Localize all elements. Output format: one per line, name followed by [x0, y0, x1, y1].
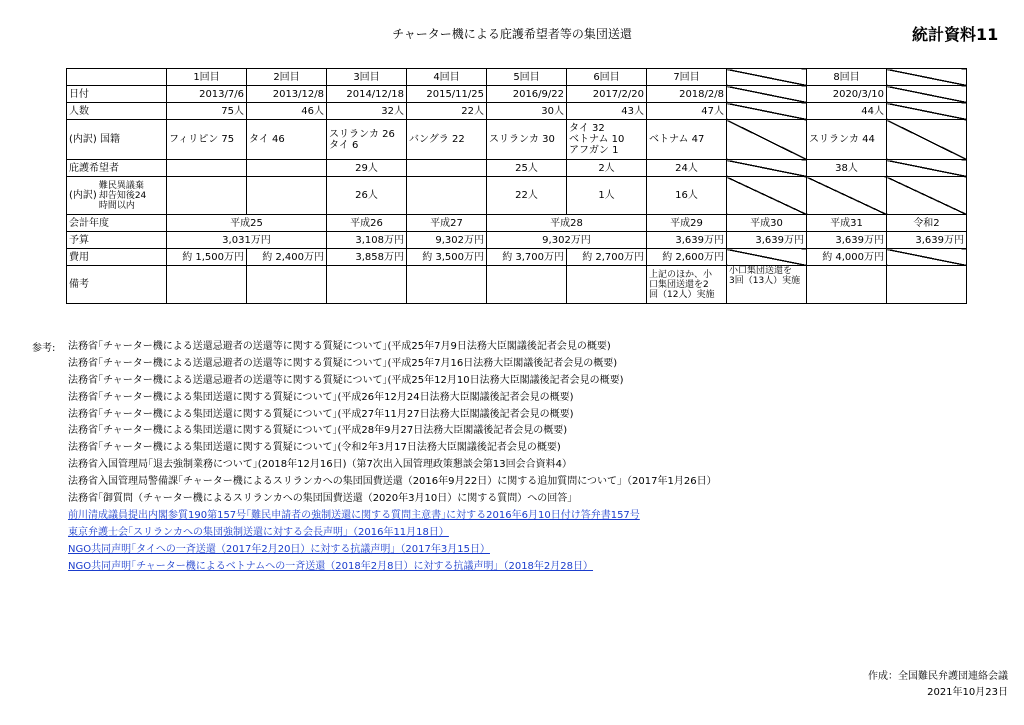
- header-cell: 6回目: [567, 69, 647, 86]
- statistics-badge: 統計資料11: [912, 25, 999, 44]
- rejected-cell: 1人: [567, 177, 647, 215]
- author-line: 作成：全国難民弁護団連絡会議: [868, 671, 1008, 682]
- date-cell: 2017/2/20: [567, 86, 647, 103]
- fiscal-year-cell: 平成26: [327, 215, 407, 232]
- header-cell: 7回目: [647, 69, 727, 86]
- fiscal-year-cell: 平成29: [647, 215, 727, 232]
- cost-cell: 約 2,600万円: [647, 249, 727, 266]
- row-label-notes: 備考: [67, 266, 167, 304]
- reference-item: 法務省入国管理局警備課｢チャーター機によるスリランカへの集団国費送還（2016年9月22日）に関する追加質問について｣（2017年1月26日）: [68, 476, 717, 488]
- notes-cell: [567, 266, 647, 304]
- asylum-cell: [167, 160, 247, 177]
- deportation-table: [66, 68, 967, 304]
- asylum-cell: 38人: [807, 160, 887, 177]
- reference-item: 法務省｢チャーター機による送還忌避者の送還等に関する質疑について｣(平成25年7月9日法務大臣閣議後記者会見の概要): [68, 341, 611, 352]
- header-cell: 1回目: [167, 69, 247, 86]
- budget-cell: 3,639万円: [727, 232, 807, 249]
- row-label-date: 日付: [67, 86, 167, 103]
- rejected-cell: [167, 177, 247, 215]
- budget-cell: 3,639万円: [807, 232, 887, 249]
- budget-cell: 3,639万円: [887, 232, 967, 249]
- header-cell: 2回目: [247, 69, 327, 86]
- date-cell: 2013/12/8: [247, 86, 327, 103]
- cost-cell: 約 1,500万円: [167, 249, 247, 266]
- budget-cell: 3,639万円: [647, 232, 727, 249]
- reference-item: 法務省｢チャーター機による送還忌避者の送還等に関する質疑について｣(平成25年7月16日法務大臣閣議後記者会見の概要): [68, 357, 618, 369]
- nationality-cell: バングラ 22: [407, 120, 487, 160]
- header-cell: 8回目: [807, 69, 887, 86]
- row-label-asylum: 庇護希望者: [67, 160, 167, 177]
- reference-item: 法務省｢チャーター機による集団送還に関する質疑について｣(平成27年11月27日法務大臣閣議後記者会見の概要): [68, 408, 574, 420]
- count-row: [67, 103, 967, 120]
- notes-cell: [167, 266, 247, 304]
- header-row: [67, 69, 967, 86]
- row-label-count: 人数: [67, 103, 167, 120]
- date-cell: 2016/9/22: [487, 86, 567, 103]
- count-cell: 30人: [487, 103, 567, 120]
- asylum-cell: 29人: [327, 160, 407, 177]
- row-label-cost: 費用: [67, 249, 167, 266]
- notes-cell: [407, 266, 487, 304]
- rejected-cell: 16人: [647, 177, 727, 215]
- reference-item: 法務省｢御質問（チャーター機によるスリランカへの集団国費送還（2020年3月10日）に関する質問）への回答｣: [68, 493, 573, 505]
- cost-cell: 約 2,400万円: [247, 249, 327, 266]
- reference-item: 法務省｢チャーター機による送還忌避者の送還等に関する質疑について｣(平成25年12月10日法務大臣閣議後記者会見の概要): [68, 374, 624, 386]
- count-cell: 43人: [567, 103, 647, 120]
- struck-cell: [727, 160, 807, 177]
- struck-cell: [887, 103, 967, 120]
- header-cell: 3回目: [327, 69, 407, 86]
- struck-cell: [887, 120, 967, 160]
- fiscal-year-cell: 平成31: [807, 215, 887, 232]
- asylum-cell: 2人: [567, 160, 647, 177]
- nationality-cell: スリランカ 26 タイ 6: [327, 120, 407, 160]
- nationality-row: [67, 120, 967, 160]
- header-blank: [67, 69, 167, 86]
- date-cell: 2014/12/18: [327, 86, 407, 103]
- reference-link[interactable]: 前川清成議員提出内閣参質190第157号｢難民申請者の強制送還に関する質問主意書｣に対する2016年6月10日付け答弁書157号: [68, 509, 640, 521]
- struck-cell: [727, 103, 807, 120]
- rejected-cell: 22人: [487, 177, 567, 215]
- row-label-rejected: [67, 177, 167, 215]
- nationality-cell: タイ 32 ベトナム 10 アフガン 1: [567, 120, 647, 160]
- struck-cell: [887, 86, 967, 103]
- cost-cell: 約 3,500万円: [407, 249, 487, 266]
- rejected-cell: 26人: [327, 177, 407, 215]
- nationality-cell: スリランカ 30: [487, 120, 567, 160]
- date-row: [67, 86, 967, 103]
- struck-cell: [727, 177, 807, 215]
- date-cell: 2013/7/6: [167, 86, 247, 103]
- rejected-row: [67, 177, 967, 215]
- budget-row: [67, 232, 967, 249]
- asylum-cell: [247, 160, 327, 177]
- struck-cell: [887, 177, 967, 215]
- nationality-cell: タイ 46: [247, 120, 327, 160]
- asylum-cell: 25人: [487, 160, 567, 177]
- notes-cell: [327, 266, 407, 304]
- rejected-label-detail: 難民異議棄 却告知後24 時間以内: [98, 180, 147, 211]
- reference-link[interactable]: NGO共同声明｢チャーター機によるベトナムへの一斉送還（2018年2月8日）に対する抗議声明｣（2018年2月28日）: [68, 560, 594, 572]
- header-cell: 4回目: [407, 69, 487, 86]
- reference-link[interactable]: 東京弁護士会｢スリランカへの集団強制送還に対する会長声明｣（2016年11月18日）: [68, 526, 449, 538]
- budget-cell: 9,302万円: [407, 232, 487, 249]
- notes-cell: [487, 266, 567, 304]
- count-cell: 75人: [167, 103, 247, 120]
- struck-cell: [887, 160, 967, 177]
- reference-item: 法務省入国管理局｢退去強制業務について｣(2018年12月16日)（第7次出入国管理政策懇談会第13回会合資料4）: [68, 459, 572, 471]
- notes-cell: 小口集団送還を 3回（13人）実施: [727, 266, 807, 304]
- date-cell: 2015/11/25: [407, 86, 487, 103]
- notes-cell: [247, 266, 327, 304]
- struck-cell: [727, 249, 807, 266]
- budget-cell: 3,031万円: [167, 232, 327, 249]
- budget-cell: 9,302万円: [487, 232, 647, 249]
- notes-cell: 上記のほか、小 口集団送還を2 回（12人）実施: [647, 266, 727, 304]
- row-label-nationality: (内訳) 国籍: [67, 120, 167, 160]
- notes-cell: [807, 266, 887, 304]
- asylum-cell: [407, 160, 487, 177]
- struck-cell: [727, 69, 807, 86]
- row-label-fiscal-year: 会計年度: [67, 215, 167, 232]
- count-cell: 47人: [647, 103, 727, 120]
- cost-row: [67, 249, 967, 266]
- rejected-label-prefix: (内訳): [69, 190, 97, 201]
- fiscal-year-cell: 平成30: [727, 215, 807, 232]
- cost-cell: 3,858万円: [327, 249, 407, 266]
- nationality-cell: ベトナム 47: [647, 120, 727, 160]
- cost-cell: 約 2,700万円: [567, 249, 647, 266]
- fiscal-year-row: [67, 215, 967, 232]
- struck-cell: [727, 120, 807, 160]
- reference-item: 法務省｢チャーター機による集団送還に関する質疑について｣(平成26年12月24日法務大臣閣議後記者会見の概要): [68, 391, 574, 403]
- notes-cell: [887, 266, 967, 304]
- budget-cell: 3,108万円: [327, 232, 407, 249]
- date-cell: 2020/3/10: [807, 86, 887, 103]
- references-label: 参考:: [32, 343, 56, 354]
- nationality-cell: フィリピン 75: [167, 120, 247, 160]
- fiscal-year-cell: 平成27: [407, 215, 487, 232]
- struck-cell: [727, 86, 807, 103]
- count-cell: 46人: [247, 103, 327, 120]
- reference-link[interactable]: NGO共同声明｢タイへの一斉送還（2017年2月20日）に対する抗議声明｣（2017年3月15日）: [68, 543, 490, 555]
- references-list: [68, 339, 717, 575]
- cost-cell: 約 3,700万円: [487, 249, 567, 266]
- row-label-budget: 予算: [67, 232, 167, 249]
- fiscal-year-cell: 平成25: [167, 215, 327, 232]
- count-cell: 22人: [407, 103, 487, 120]
- reference-item: 法務省｢チャーター機による集団送還に関する質疑について｣(令和2年3月17日法務大臣閣議後記者会見の概要): [68, 442, 561, 454]
- notes-row: [67, 266, 967, 304]
- reference-item: 法務省｢チャーター機による集団送還に関する質疑について｣(平成28年9月27日法務大臣閣議後記者会見の概要): [68, 425, 568, 437]
- date-line: 2021年10月23日: [927, 687, 1008, 698]
- rejected-cell: [407, 177, 487, 215]
- date-cell: 2018/2/8: [647, 86, 727, 103]
- fiscal-year-cell: 平成28: [487, 215, 647, 232]
- nationality-cell: スリランカ 44: [807, 120, 887, 160]
- document-title: チャーター機による庇護希望者等の集団送還: [392, 27, 632, 41]
- struck-cell: [887, 249, 967, 266]
- fiscal-year-cell: 令和2: [887, 215, 967, 232]
- rejected-cell: [247, 177, 327, 215]
- asylum-cell: 24人: [647, 160, 727, 177]
- asylum-row: [67, 160, 967, 177]
- struck-cell: [887, 69, 967, 86]
- struck-cell: [807, 177, 887, 215]
- header-cell: 5回目: [487, 69, 567, 86]
- count-cell: 44人: [807, 103, 887, 120]
- count-cell: 32人: [327, 103, 407, 120]
- cost-cell: 約 4,000万円: [807, 249, 887, 266]
